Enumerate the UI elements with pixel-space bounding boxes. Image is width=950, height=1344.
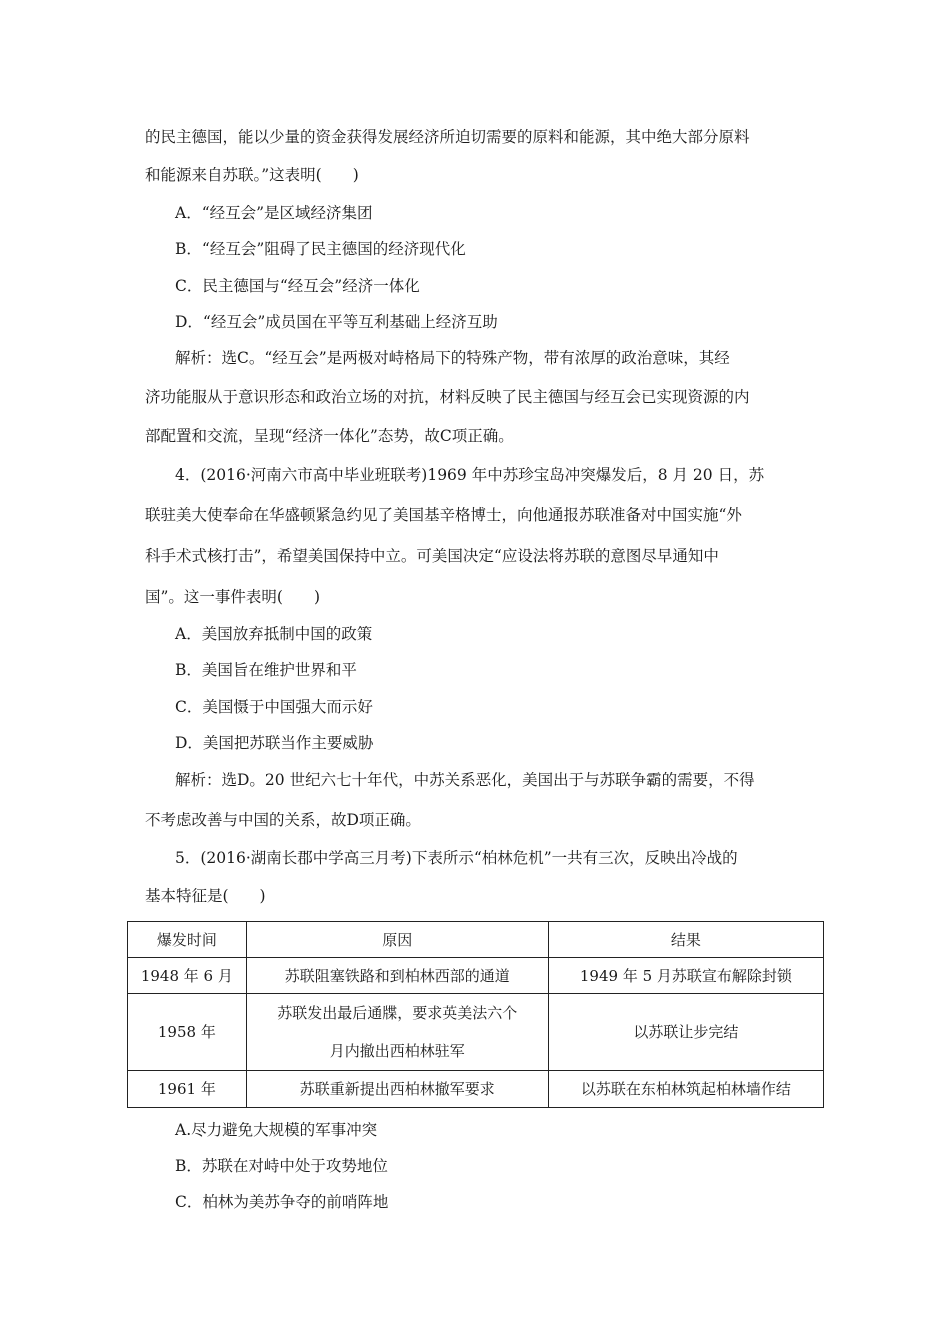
q3-analysis-line-2: 济功能服从于意识形态和政治立场的对抗，材料反映了民主德国与经互会已实现资源的内 <box>145 388 750 406</box>
q4-option-b: B．美国旨在维护世界和平 <box>175 661 357 679</box>
q4-analysis-line-2: 不考虑改善与中国的关系，故D项正确。 <box>145 811 421 829</box>
table-cell-multiline <box>246 994 548 1071</box>
table-cell: 1949 年 5 月苏联宣布解除封锁 <box>548 958 823 994</box>
table-header-cell: 结果 <box>548 922 823 958</box>
q5-option-c: C．柏林为美苏争夺的前哨阵地 <box>175 1193 389 1211</box>
q4-option-c: C．美国慑于中国强大而示好 <box>175 698 373 716</box>
q3-option-b: B．“经互会”阻碍了民主德国的经济现代化 <box>175 240 466 258</box>
q4-stem-line-3: 科手术式核打击”，希望美国保持中立。可美国决定“应设法将苏联的意图尽早通知中 <box>145 547 719 565</box>
q5-option-a: A.尽力避免大规模的军事冲突 <box>175 1121 378 1139</box>
table-row <box>128 958 824 994</box>
table-header-row <box>128 922 824 958</box>
table-cell: 以苏联在东柏林筑起柏林墙作结 <box>548 1071 823 1108</box>
q5-option-b: B．苏联在对峙中处于攻势地位 <box>175 1157 388 1175</box>
q4-stem-line-4: 国”。这一事件表明( ) <box>145 588 321 606</box>
table-cell-line: 月内撤出西柏林驻军 <box>329 1042 465 1060</box>
q3-stem-line-1: 的民主德国，能以少量的资金获得发展经济所迫切需要的原料和能源，其中绝大部分原料 <box>145 128 750 146</box>
table-header-cell: 爆发时间 <box>128 922 247 958</box>
table-cell: 以苏联让步完结 <box>548 994 823 1071</box>
q4-stem-line-1: 4．(2016·河南六市高中毕业班联考)1969 年中苏珍宝岛冲突爆发后，8 月 20 日，苏 <box>175 466 765 484</box>
q4-stem-line-2: 联驻美大使奉命在华盛顿紧急约见了美国基辛格博士，向他通报苏联准备对中国实施“外 <box>145 506 742 524</box>
q4-analysis-line-1: 解析：选D。20 世纪六七十年代，中苏关系恶化，美国出于与苏联争霸的需要，不得 <box>175 771 755 789</box>
q3-option-d: D．“经互会”成员国在平等互利基础上经济互助 <box>175 313 498 331</box>
table-cell: 1958 年 <box>128 994 247 1071</box>
berlin-crisis-table <box>127 921 824 1108</box>
table-row <box>128 1071 824 1108</box>
table-cell: 1948 年 6 月 <box>128 958 247 994</box>
q3-analysis-line-1: 解析：选C。“经互会”是两极对峙格局下的特殊产物，带有浓厚的政治意味，其经 <box>175 349 730 367</box>
q3-stem-line-2: 和能源来自苏联。”这表明( ) <box>145 166 359 184</box>
q3-analysis-line-3: 部配置和交流，呈现“经济一体化”态势，故C项正确。 <box>145 427 514 445</box>
table-cell: 苏联阻塞铁路和到柏林西部的通道 <box>246 958 548 994</box>
q4-option-a: A．美国放弃抵制中国的政策 <box>175 625 373 643</box>
q4-option-d: D．美国把苏联当作主要威胁 <box>175 734 374 752</box>
q5-stem-line-1: 5．(2016·湖南长郡中学高三月考)下表所示“柏林危机”一共有三次，反映出冷战的 <box>175 849 738 867</box>
q3-option-c: C．民主德国与“经互会”经济一体化 <box>175 277 420 295</box>
table-cell: 1961 年 <box>128 1071 247 1108</box>
table-cell: 苏联重新提出西柏林撤军要求 <box>246 1071 548 1108</box>
q3-option-a: A．“经互会”是区域经济集团 <box>175 204 373 222</box>
table-cell-line: 苏联发出最后通牒，要求英美法六个 <box>277 1004 518 1022</box>
q5-stem-line-2: 基本特征是( ) <box>145 887 266 905</box>
table-header-cell: 原因 <box>246 922 548 958</box>
table-row <box>128 994 824 1071</box>
